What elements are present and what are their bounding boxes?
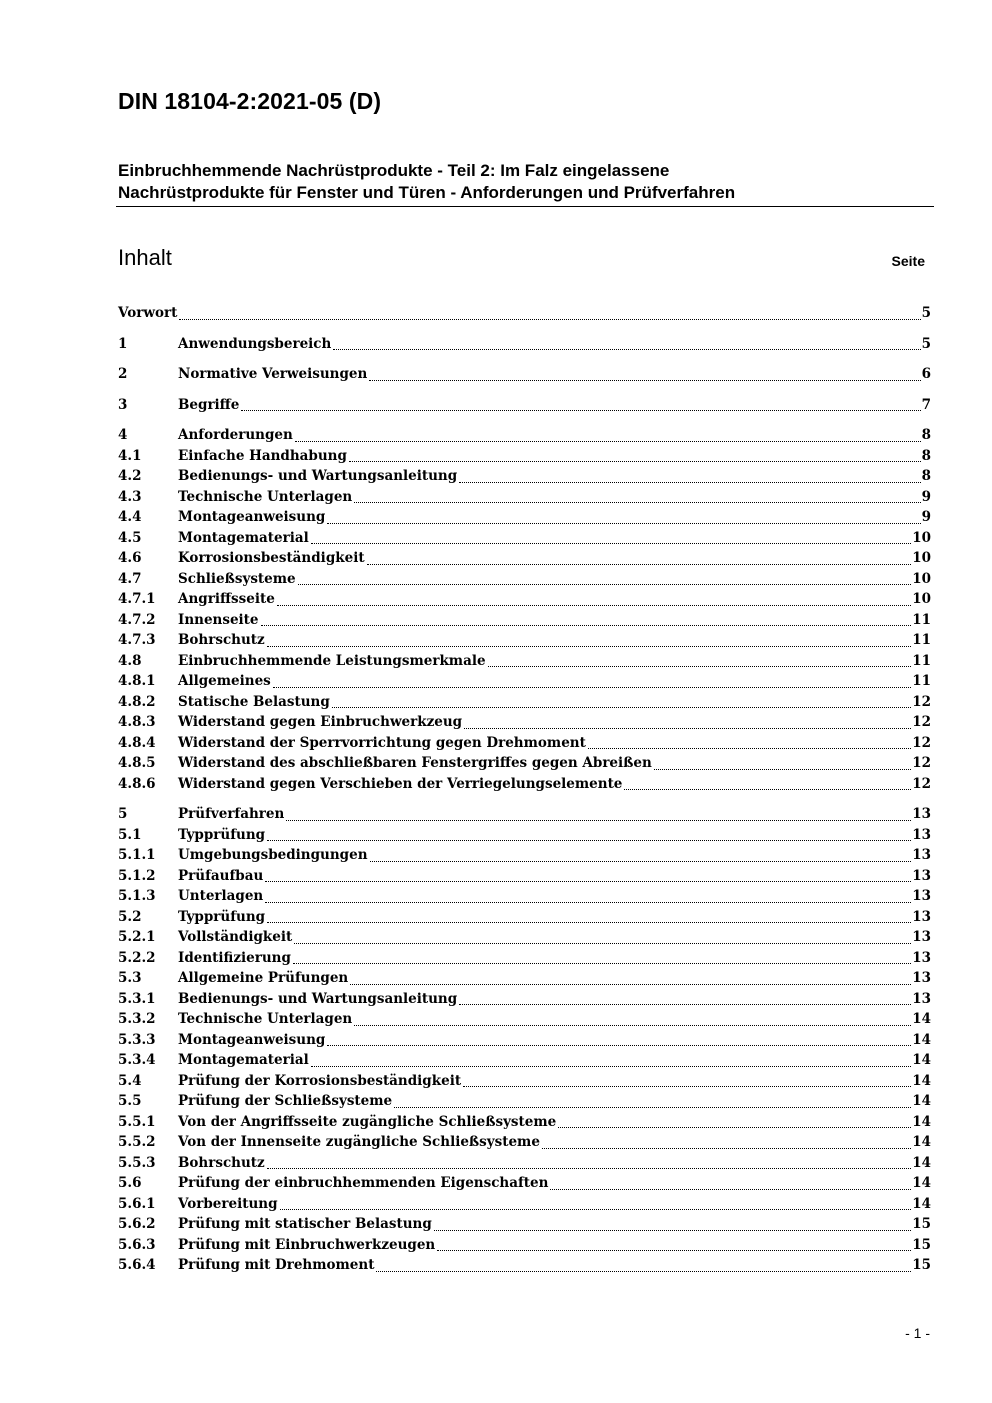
toc-entry[interactable] (118, 907, 931, 928)
toc-entry-page: 10 (912, 591, 931, 607)
toc-dot-leader (241, 410, 920, 411)
toc-entry-page: 8 (921, 447, 931, 464)
toc-entry-page: 14 (912, 1031, 931, 1048)
toc-entry-title: Vorwort (118, 305, 178, 321)
toc-entry-number: 4.8.2 (118, 693, 156, 710)
document-id: DIN 18104-2:2021-05 (D) (118, 88, 382, 114)
toc-entry[interactable] (118, 425, 931, 446)
toc-entry-page: 13 (912, 929, 931, 945)
toc-dot-leader (267, 1168, 912, 1169)
toc-dot-leader (349, 461, 921, 462)
toc-entry[interactable] (118, 712, 931, 733)
toc-entry-number: 5.3.2 (118, 1011, 156, 1027)
toc-entry-title: Typprüfung (178, 826, 266, 843)
toc-entry-page: 12 (912, 734, 931, 751)
toc-entry-number: 5 (118, 806, 128, 822)
toc-entry-title: Innenseite (178, 611, 259, 628)
toc-entry-title: Technische Unterlagen (178, 488, 353, 505)
toc-dot-leader (459, 482, 920, 483)
toc-entry-page: 13 (912, 908, 931, 925)
toc-entry-title: Von der Angriffsseite zugängliche Schließsysteme (178, 1113, 557, 1130)
toc-entry[interactable] (118, 528, 931, 549)
toc-entry-title: Begriffe (178, 396, 240, 413)
toc-entry[interactable] (118, 651, 931, 672)
toc-dot-leader (654, 769, 911, 770)
toc-entry-title: Widerstand des abschließbaren Fenstergriffes gegen Abreißen (178, 755, 652, 771)
toc-entry-page: 14 (912, 1134, 931, 1150)
toc-entry-page: 13 (912, 949, 931, 966)
toc-entry[interactable] (118, 395, 931, 416)
toc-entry[interactable] (118, 989, 931, 1010)
toc-dot-leader (588, 748, 911, 749)
toc-entry-page: 9 (921, 509, 931, 525)
toc-dot-leader (434, 1230, 911, 1231)
toc-entry[interactable] (118, 866, 931, 887)
toc-dot-leader (394, 1107, 911, 1108)
toc-entry-page: 14 (912, 1011, 931, 1027)
toc-entry-number: 5.5.3 (118, 1154, 156, 1171)
toc-entry[interactable] (118, 927, 931, 948)
toc-dot-leader (267, 646, 912, 647)
toc-dot-leader (332, 707, 911, 708)
toc-entry-number: 4.5 (118, 529, 142, 546)
toc-entry-page: 14 (912, 1093, 931, 1109)
toc-entry-page: 8 (921, 468, 931, 484)
toc-entry[interactable] (118, 845, 931, 866)
toc-entry[interactable] (118, 1030, 931, 1051)
toc-entry-title: Bohrschutz (178, 632, 265, 648)
toc-entry-number: 4.8.1 (118, 673, 156, 689)
toc-entry-title: Angriffsseite (178, 591, 275, 607)
toc-dot-leader (277, 605, 911, 606)
toc-entry-title: Vollständigkeit (178, 929, 293, 945)
toc-entry[interactable] (118, 548, 931, 569)
toc-entry-title: Umgebungsbedingungen (178, 847, 368, 863)
toc-entry-title: Montagematerial (178, 1052, 309, 1068)
toc-entry-page: 14 (912, 1195, 931, 1212)
toc-page-column-label: Seite (891, 253, 925, 269)
toc-dot-leader (295, 441, 921, 442)
toc-entry-page: 11 (912, 673, 931, 689)
toc-entry-page: 10 (912, 550, 931, 566)
toc-entry-number: 5.1.2 (118, 867, 156, 884)
toc-entry-title: Montageanweisung (178, 509, 326, 525)
toc-entry-page: 9 (921, 488, 931, 505)
toc-entry-number: 5.1 (118, 826, 142, 843)
toc-dot-leader (558, 1127, 911, 1128)
toc-entry-number: 5.4 (118, 1072, 142, 1089)
toc-entry-page: 13 (912, 847, 931, 863)
toc-dot-leader (179, 319, 920, 320)
toc-entry-number: 5.3.3 (118, 1031, 156, 1048)
table-of-contents (118, 303, 931, 1276)
toc-entry-number: 4.1 (118, 447, 142, 464)
toc-entry[interactable] (118, 303, 931, 324)
toc-entry[interactable] (118, 1235, 931, 1256)
toc-entry-page: 15 (912, 1236, 931, 1253)
toc-entry[interactable] (118, 1173, 931, 1194)
toc-entry-page: 14 (912, 1154, 931, 1171)
toc-entry-title: Von der Innenseite zugängliche Schließsysteme (178, 1134, 540, 1150)
toc-dot-leader (376, 1271, 911, 1272)
toc-entry-number: 4.3 (118, 488, 142, 505)
toc-entry-title: Montageanweisung (178, 1031, 326, 1048)
toc-dot-leader (350, 984, 911, 985)
toc-entry-title: Allgemeine Prüfungen (178, 970, 349, 986)
toc-entry-number: 4.8.5 (118, 755, 156, 771)
toc-entry-title: Bohrschutz (178, 1154, 265, 1171)
toc-entry-page: 5 (921, 305, 931, 321)
toc-entry-title: Prüfung der Schließsysteme (178, 1093, 393, 1109)
toc-dot-leader (459, 1004, 911, 1005)
toc-entry-page: 12 (912, 775, 931, 792)
toc-dot-leader (273, 687, 911, 688)
toc-entry-number: 4.7 (118, 570, 142, 587)
toc-entry[interactable] (118, 1071, 931, 1092)
toc-entry[interactable] (118, 630, 931, 651)
toc-entry-title: Unterlagen (178, 888, 264, 904)
toc-entry-page: 10 (912, 529, 931, 546)
toc-entry-number: 4.7.1 (118, 591, 156, 607)
toc-entry-title: Einfache Handhabung (178, 447, 347, 464)
toc-entry[interactable] (118, 1214, 931, 1235)
toc-dot-leader (267, 840, 911, 841)
toc-entry-number: 5.5 (118, 1093, 142, 1109)
toc-entry-number: 4.8.4 (118, 734, 156, 751)
toc-heading: Inhalt (118, 245, 172, 270)
toc-entry-title: Allgemeines (178, 673, 271, 689)
toc-entry[interactable] (118, 466, 931, 487)
toc-dot-leader (367, 564, 912, 565)
toc-entry-number: 5.2.2 (118, 949, 156, 966)
toc-entry[interactable] (118, 804, 931, 825)
toc-entry[interactable] (118, 610, 931, 631)
toc-entry-page: 14 (912, 1052, 931, 1068)
toc-dot-leader (294, 943, 911, 944)
toc-entry-page: 14 (912, 1175, 931, 1191)
toc-dot-leader (286, 820, 911, 821)
toc-dot-leader (265, 881, 911, 882)
toc-entry-title: Prüfverfahren (178, 806, 285, 822)
document-title-line-2: Nachrüstprodukte für Fenster und Türen - Anforderungen und Prüfverfahren (118, 183, 736, 202)
toc-entry[interactable] (118, 487, 931, 508)
toc-entry[interactable] (118, 1132, 931, 1153)
toc-entry-number: 5.5.1 (118, 1113, 156, 1130)
toc-entry-page: 6 (921, 366, 931, 382)
toc-entry-number: 5.3.4 (118, 1052, 156, 1068)
toc-entry-number: 4.2 (118, 468, 142, 484)
toc-dot-leader (265, 902, 911, 903)
toc-dot-leader (280, 1209, 912, 1210)
toc-entry-title: Widerstand gegen Verschieben der Verriegelungselemente (178, 775, 623, 792)
toc-entry-number: 4.8.3 (118, 714, 156, 730)
toc-entry-title: Widerstand der Sperrvorrichtung gegen Drehmoment (178, 734, 586, 751)
toc-entry[interactable] (118, 774, 931, 795)
toc-entry-number: 5.6.1 (118, 1195, 156, 1212)
toc-entry[interactable] (118, 334, 931, 355)
toc-entry-title: Anforderungen (178, 427, 293, 443)
toc-entry-title: Korrosionsbeständigkeit (178, 550, 365, 566)
toc-dot-leader (370, 861, 912, 862)
toc-dot-leader (488, 666, 912, 667)
toc-entry-number: 2 (118, 366, 128, 382)
toc-entry[interactable] (118, 825, 931, 846)
toc-entry[interactable] (118, 589, 931, 610)
toc-entry-page: 13 (912, 970, 931, 986)
toc-dot-leader (437, 1250, 911, 1251)
toc-entry[interactable] (118, 1112, 931, 1133)
toc-entry-number: 3 (118, 396, 128, 413)
toc-dot-leader (463, 1086, 911, 1087)
toc-entry-page: 13 (912, 826, 931, 843)
toc-entry-page: 12 (912, 714, 931, 730)
toc-entry-number: 5.2 (118, 908, 142, 925)
toc-entry-page: 14 (912, 1113, 931, 1130)
toc-entry-title: Prüfung mit Einbruchwerkzeugen (178, 1236, 436, 1253)
toc-entry-page: 11 (912, 611, 931, 628)
toc-entry-title: Widerstand gegen Einbruchwerkzeug (178, 714, 463, 730)
toc-entry[interactable] (118, 671, 931, 692)
toc-entry-page: 11 (912, 632, 931, 648)
toc-entry-title: Einbruchhemmende Leistungsmerkmale (178, 652, 486, 669)
toc-entry-number: 5.3 (118, 970, 142, 986)
toc-entry-page: 5 (921, 335, 931, 352)
toc-dot-leader (298, 584, 912, 585)
toc-entry-page: 13 (912, 867, 931, 884)
toc-entry-title: Prüfung mit statischer Belastung (178, 1216, 432, 1232)
toc-entry-page: 15 (912, 1257, 931, 1273)
toc-dot-leader (464, 728, 911, 729)
toc-dot-leader (327, 523, 920, 524)
toc-entry-number: 5.6 (118, 1175, 142, 1191)
toc-entry-number: 4.6 (118, 550, 142, 566)
toc-entry[interactable] (118, 1153, 931, 1174)
toc-entry-title: Schließsysteme (178, 570, 296, 587)
toc-entry-number: 4 (118, 427, 128, 443)
toc-entry-number: 5.1.1 (118, 847, 156, 863)
toc-entry-page: 13 (912, 990, 931, 1007)
toc-entry-title: Prüfaufbau (178, 867, 264, 884)
toc-entry-number: 5.5.2 (118, 1134, 156, 1150)
toc-entry-page: 13 (912, 888, 931, 904)
toc-dot-leader (550, 1189, 911, 1190)
toc-entry-page: 7 (921, 396, 931, 413)
toc-entry-title: Normative Verweisungen (178, 366, 368, 382)
toc-entry[interactable] (118, 446, 931, 467)
toc-entry-title: Bedienungs- und Wartungsanleitung (178, 468, 458, 484)
toc-entry-number: 5.2.1 (118, 929, 156, 945)
toc-entry[interactable] (118, 692, 931, 713)
toc-entry-number: 4.8 (118, 652, 142, 669)
toc-entry[interactable] (118, 733, 931, 754)
toc-entry-number: 4.8.6 (118, 775, 156, 792)
toc-entry-page: 12 (912, 693, 931, 710)
toc-entry-number: 1 (118, 335, 128, 352)
toc-entry[interactable] (118, 753, 931, 774)
toc-entry-title: Prüfung mit Drehmoment (178, 1257, 375, 1273)
toc-entry-title: Vorbereitung (178, 1195, 278, 1212)
toc-entry[interactable] (118, 1194, 931, 1215)
title-divider (116, 206, 934, 207)
toc-entry-number: 5.3.1 (118, 990, 156, 1007)
toc-dot-leader (267, 922, 911, 923)
toc-entry-page: 13 (912, 806, 931, 822)
toc-entry[interactable] (118, 507, 931, 528)
toc-entry-page: 10 (912, 570, 931, 587)
toc-entry-title: Montagematerial (178, 529, 309, 546)
toc-entry[interactable] (118, 1091, 931, 1112)
toc-dot-leader (542, 1148, 911, 1149)
toc-entry-number: 4.7.3 (118, 632, 156, 648)
toc-dot-leader (311, 1066, 911, 1067)
toc-entry-title: Technische Unterlagen (178, 1011, 353, 1027)
toc-entry[interactable] (118, 1009, 931, 1030)
toc-entry-number: 5.6.2 (118, 1216, 156, 1232)
toc-entry-title: Prüfung der einbruchhemmenden Eigenschaften (178, 1175, 549, 1191)
toc-dot-leader (327, 1045, 911, 1046)
toc-entry-page: 11 (912, 652, 931, 669)
document-title (118, 160, 933, 204)
toc-entry-page: 8 (921, 427, 931, 443)
toc-dot-leader (293, 963, 911, 964)
toc-entry[interactable] (118, 1050, 931, 1071)
toc-entry-number: 5.1.3 (118, 888, 156, 904)
toc-entry[interactable] (118, 569, 931, 590)
toc-entry-number: 4.7.2 (118, 611, 156, 628)
toc-entry-title: Prüfung der Korrosionsbeständigkeit (178, 1072, 462, 1089)
toc-entry[interactable] (118, 968, 931, 989)
toc-dot-leader (354, 502, 920, 503)
page-number: - 1 - (905, 1325, 930, 1341)
document-title-line-1: Einbruchhemmende Nachrüstprodukte - Teil 2: Im Falz eingelassene (118, 161, 670, 180)
toc-entry[interactable] (118, 364, 931, 385)
toc-entry-number: 5.6.4 (118, 1257, 156, 1273)
toc-entry-title: Typprüfung (178, 908, 266, 925)
toc-entry-title: Identifizierung (178, 949, 291, 966)
toc-entry[interactable] (118, 1255, 931, 1276)
toc-dot-leader (624, 789, 911, 790)
toc-entry-title: Bedienungs- und Wartungsanleitung (178, 990, 458, 1007)
toc-entry-page: 15 (912, 1216, 931, 1232)
toc-entry-title: Statische Belastung (178, 693, 330, 710)
toc-entry-title: Anwendungsbereich (178, 335, 332, 352)
toc-dot-leader (369, 380, 920, 381)
toc-entry-number: 5.6.3 (118, 1236, 156, 1253)
toc-entry[interactable] (118, 886, 931, 907)
toc-dot-leader (333, 349, 920, 350)
toc-entry-page: 12 (912, 755, 931, 771)
toc-entry[interactable] (118, 948, 931, 969)
toc-entry-number: 4.4 (118, 509, 142, 525)
toc-entry-page: 14 (912, 1072, 931, 1089)
toc-dot-leader (261, 625, 912, 626)
toc-dot-leader (311, 543, 911, 544)
toc-dot-leader (354, 1025, 911, 1026)
